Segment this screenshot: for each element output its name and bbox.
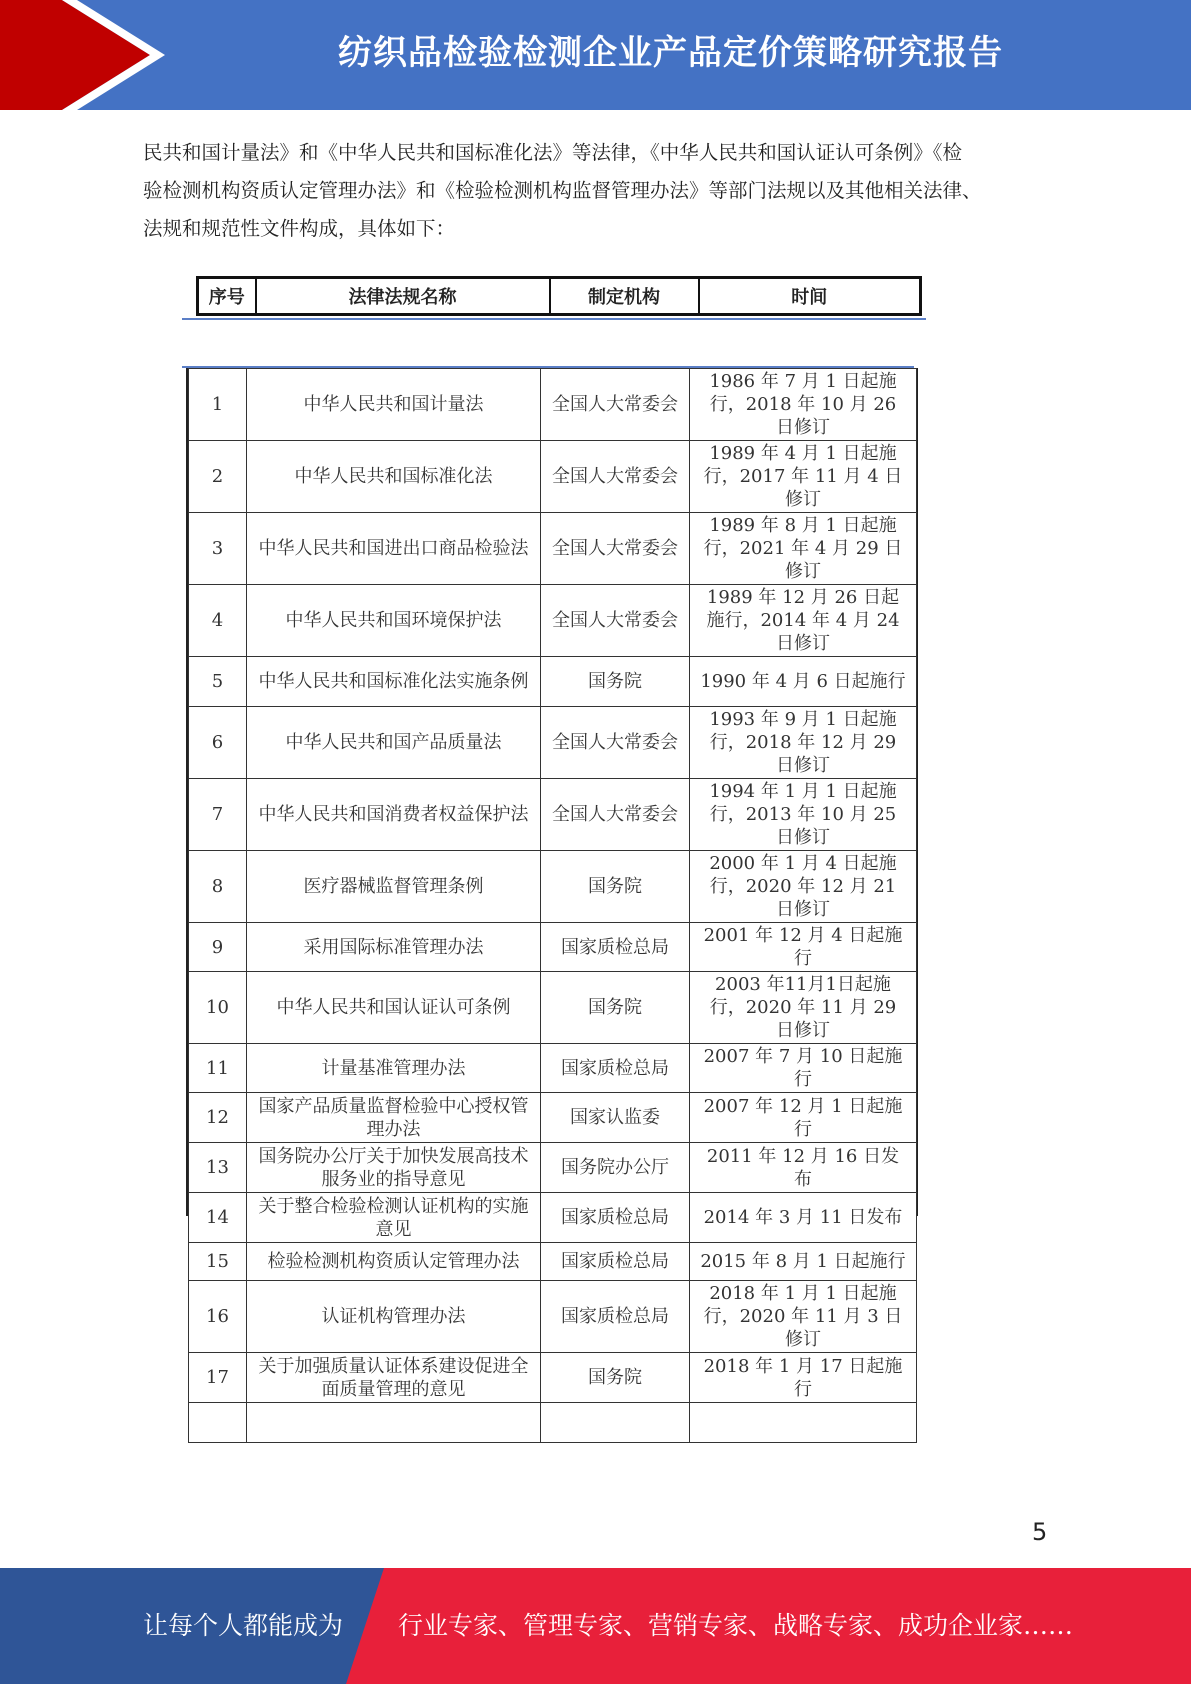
page-header: [0, 0, 1191, 110]
regulation-name: 国家产品质量监督检验中心授权管理办法: [247, 1093, 541, 1143]
row-number: 15: [189, 1243, 247, 1281]
effective-date: 1989 年 12 月 26 日起施行，2014 年 4 月 24 日修订: [690, 585, 917, 657]
table-row: [189, 923, 917, 972]
regulation-name: 中华人民共和国标准化法实施条例: [247, 657, 541, 707]
issuing-body: 国家质检总局: [541, 1243, 690, 1281]
table-row: [189, 657, 917, 707]
row-number: 17: [189, 1353, 247, 1403]
row-number: 6: [189, 707, 247, 779]
issuing-body: 国务院办公厅: [541, 1143, 690, 1193]
table-row: [189, 1353, 917, 1403]
effective-date: 2014 年 3 月 11 日发布: [690, 1193, 917, 1243]
empty-cell: [189, 1403, 247, 1443]
regulation-name: 计量基准管理办法: [247, 1044, 541, 1093]
effective-date: 2007 年 12 月 1 日起施行: [690, 1093, 917, 1143]
table-row: [189, 1044, 917, 1093]
issuing-body: 国家认监委: [541, 1093, 690, 1143]
issuing-body: 国家质检总局: [541, 1281, 690, 1353]
row-number: 5: [189, 657, 247, 707]
regulations-table: [188, 368, 917, 1443]
regulation-name: 国务院办公厅关于加快发展高技术服务业的指导意见: [247, 1143, 541, 1193]
row-number: 8: [189, 851, 247, 923]
intro-line: 验检测机构资质认定管理办法》和《检验检测机构监督管理办法》等部门法规以及其他相关法律、: [143, 179, 982, 202]
table-row: [189, 513, 917, 585]
row-number: 10: [189, 972, 247, 1044]
issuing-body: 国务院: [541, 1353, 690, 1403]
issuing-body: 国务院: [541, 657, 690, 707]
row-number: 13: [189, 1143, 247, 1193]
issuing-body: 全国人大常委会: [541, 441, 690, 513]
table-header: [196, 276, 922, 316]
table-row: [189, 1193, 917, 1243]
row-number: 14: [189, 1193, 247, 1243]
table-row: [189, 585, 917, 657]
divider: [182, 318, 926, 320]
report-title: 纺织品检验检测企业产品定价策略研究报告: [338, 33, 1003, 73]
effective-date: 2018 年 1 月 1 日起施行，2020 年 11 月 3 日修订: [690, 1281, 917, 1353]
effective-date: 2003 年11月1日起施行，2020 年 11 月 29 日修订: [690, 972, 917, 1044]
issuing-body: 国家质检总局: [541, 1044, 690, 1093]
regulation-name: 中华人民共和国计量法: [247, 369, 541, 441]
table-row: [189, 707, 917, 779]
regulation-name: 中华人民共和国认证认可条例: [247, 972, 541, 1044]
issuing-body: 国家质检总局: [541, 923, 690, 972]
table-row: [189, 441, 917, 513]
table-row: [189, 779, 917, 851]
regulations-table-wrapper: [186, 368, 918, 1400]
header-time: 时间: [699, 278, 921, 315]
regulation-name: 采用国际标准管理办法: [247, 923, 541, 972]
table-row: [189, 1143, 917, 1193]
effective-date: 1989 年 4 月 1 日起施行，2017 年 11 月 4 日修订: [690, 441, 917, 513]
effective-date: 1989 年 8 月 1 日起施行，2021 年 4 月 29 日修订: [690, 513, 917, 585]
effective-date: 1993 年 9 月 1 日起施行，2018 年 12 月 29 日修订: [690, 707, 917, 779]
regulation-name: 中华人民共和国产品质量法: [247, 707, 541, 779]
empty-cell: [247, 1403, 541, 1443]
empty-cell: [541, 1403, 690, 1443]
effective-date: 1986 年 7 月 1 日起施行，2018 年 10 月 26 日修订: [690, 369, 917, 441]
table-row: [189, 1281, 917, 1353]
row-number: 4: [189, 585, 247, 657]
issuing-body: 全国人大常委会: [541, 585, 690, 657]
row-number: 2: [189, 441, 247, 513]
issuing-body: 国务院: [541, 972, 690, 1044]
effective-date: 2001 年 12 月 4 日起施行: [690, 923, 917, 972]
regulation-name: 认证机构管理办法: [247, 1281, 541, 1353]
issuing-body: 国务院: [541, 851, 690, 923]
footer-slogan-left: 让每个人都能成为: [143, 1611, 344, 1640]
effective-date: 2018 年 1 月 17 日起施行: [690, 1353, 917, 1403]
intro-paragraph: [143, 134, 1053, 248]
table-row: [189, 851, 917, 923]
regulation-name: 医疗器械监督管理条例: [247, 851, 541, 923]
header-name: 法律法规名称: [256, 278, 550, 315]
regulation-name: 中华人民共和国环境保护法: [247, 585, 541, 657]
table-row-cutoff: [189, 1403, 917, 1443]
header-no: 序号: [198, 278, 256, 315]
regulation-name: 中华人民共和国消费者权益保护法: [247, 779, 541, 851]
regulation-name: 中华人民共和国标准化法: [247, 441, 541, 513]
table-row: [189, 1093, 917, 1143]
page-footer: [0, 1568, 1191, 1684]
row-number: 1: [189, 369, 247, 441]
row-number: 16: [189, 1281, 247, 1353]
issuing-body: 全国人大常委会: [541, 707, 690, 779]
row-number: 3: [189, 513, 247, 585]
page-number: 5: [1032, 1518, 1048, 1546]
header-org: 制定机构: [550, 278, 699, 315]
effective-date: 1994 年 1 月 1 日起施行，2013 年 10 月 25 日修订: [690, 779, 917, 851]
effective-date: 2011 年 12 月 16 日发布: [690, 1143, 917, 1193]
regulation-name: 中华人民共和国进出口商品检验法: [247, 513, 541, 585]
regulation-name: 关于整合检验检测认证机构的实施意见: [247, 1193, 541, 1243]
effective-date: 2015 年 8 月 1 日起施行: [690, 1243, 917, 1281]
row-number: 9: [189, 923, 247, 972]
issuing-body: 全国人大常委会: [541, 369, 690, 441]
empty-cell: [690, 1403, 917, 1443]
effective-date: 1990 年 4 月 6 日起施行: [690, 657, 917, 707]
table-row: [189, 1243, 917, 1281]
intro-line: 民共和国计量法》和《中华人民共和国标准化法》等法律，《中华人民共和国认证认可条例》《检: [143, 141, 963, 164]
intro-line: 法规和规范性文件构成，具体如下：: [143, 217, 456, 240]
row-number: 7: [189, 779, 247, 851]
issuing-body: 国家质检总局: [541, 1193, 690, 1243]
regulation-name: 检验检测机构资质认定管理办法: [247, 1243, 541, 1281]
issuing-body: 全国人大常委会: [541, 779, 690, 851]
regulation-name: 关于加强质量认证体系建设促进全面质量管理的意见: [247, 1353, 541, 1403]
table-row: [189, 369, 917, 441]
row-number: 12: [189, 1093, 247, 1143]
issuing-body: 全国人大常委会: [541, 513, 690, 585]
effective-date: 2007 年 7 月 10 日起施行: [690, 1044, 917, 1093]
table-row: [189, 972, 917, 1044]
footer-slogan-right: 行业专家、管理专家、营销专家、战略专家、成功企业家……: [398, 1611, 1074, 1640]
effective-date: 2000 年 1 月 4 日起施行，2020 年 12 月 21 日修订: [690, 851, 917, 923]
row-number: 11: [189, 1044, 247, 1093]
